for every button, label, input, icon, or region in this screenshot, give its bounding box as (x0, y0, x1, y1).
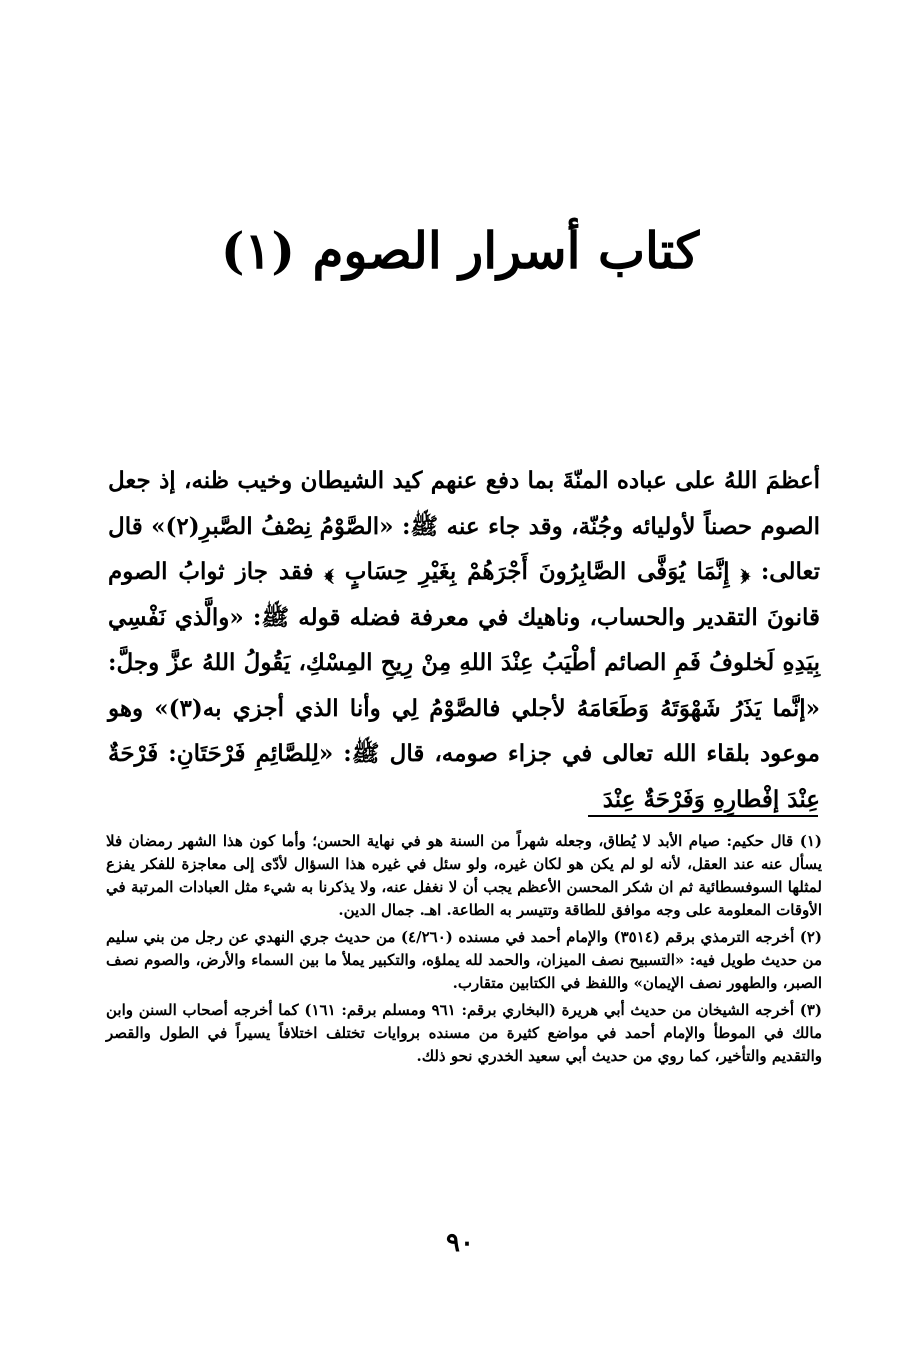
footnotes (106, 830, 822, 1072)
footnote-2: (٢) أخرجه الترمذي برقم (٣٥١٤) والإمام أحمد في مسنده (٤/٢٦٠) من حديث جري النهدي عن رجل من بني سليم من حديث طويل فيه: «التسبيح نصف الميزان، والحمد لله يملؤه، والتكبير يملأ ما بين السماء والأرض، والصوم نصف الصبر، والطهور نصف الإيمان» واللفظ في الكتابين متقارب. (106, 928, 822, 992)
footnote-separator (588, 815, 818, 817)
footnote-3: (٣) أخرجه الشيخان من حديث أبي هريرة (البخاري برقم: ٩٦١ ومسلم برقم: ١٦١) كما أخرجه أصحاب السنن وابن مالك في الموطأ والإمام أحمد في مواضع كثيرة من مسنده بروايات تختلف اختلافاً يسيراً في الطول والقصر والتقديم والتأخير، كما روي من حديث أبي سعيد الخدري نحو ذلك. (106, 1001, 823, 1065)
main-paragraph: أعظمَ اللهُ على عباده المنّةَ بما دفع عنهم كيد الشيطان وخيب ظنه، إذ جعل الصوم حصناً لأوليائه وجُنّة، وقد جاء عنه ﷺ: «الصَّوْمُ نِصْفُ الصَّبرِ(٢)» قال تعالى: ﴿ إِنَّمَا يُوَفَّى الصَّابِرُونَ أَجْرَهُمْ بِغَيْرِ حِسَابٍ ﴾ فقد جاز ثوابُ الصوم قانونَ التقدير والحساب، وناهيك في معرفة فضله قوله ﷺ: «والَّذي نَفْسِي بِيَدِهِ لَخلوفُ فَمِ الصائم أطْيَبُ عِنْدَ اللهِ مِنْ رِيحِ المِسْكِ، يَقُولُ اللهُ عزَّ وجلَّ: «إنَّما يَذَرُ شَهْوَتَهُ وَطَعَامَهُ لأجلي فالصَّوْمُ لِي وأنا الذي أجزي به(٣)» وهو موعود بلقاء الله تعالى في جزاء صومه، قال ﷺ: «لِلصَّائِمِ فَرْحَتَانِ: فَرْحَةٌ عِنْدَ إفْطارِهِ وَفَرْحَةٌ عِنْدَ (108, 467, 821, 813)
footnote-1: (١) قال حكيم: صيام الأبد لا يُطاق، وجعله شهراً من السنة هو في نهاية الحسن؛ وأما كون هذا الشهر رمضان فلا يسأل عنه عند العقل، لأنه لو لم يكن هو لكان غيره، ولو سئل في غيره هذا السؤال لأدّى إلى معاجزة للفكر يفزع لمثلها السوفسطائية ثم ان شكر المحسن الأعظم يجب أن لا نغفل عنه، ولا يذكرنا به شيء مثل العبادات المرتبة في الأوقات المعلومة على وجه موافق للطاقة وتتيسر به الطاعة. اهـ. جمال الدين. (106, 832, 822, 919)
page-number: ٩٠ (446, 1228, 474, 1258)
chapter-title: كتاب أسرار الصوم (١) (220, 221, 700, 280)
